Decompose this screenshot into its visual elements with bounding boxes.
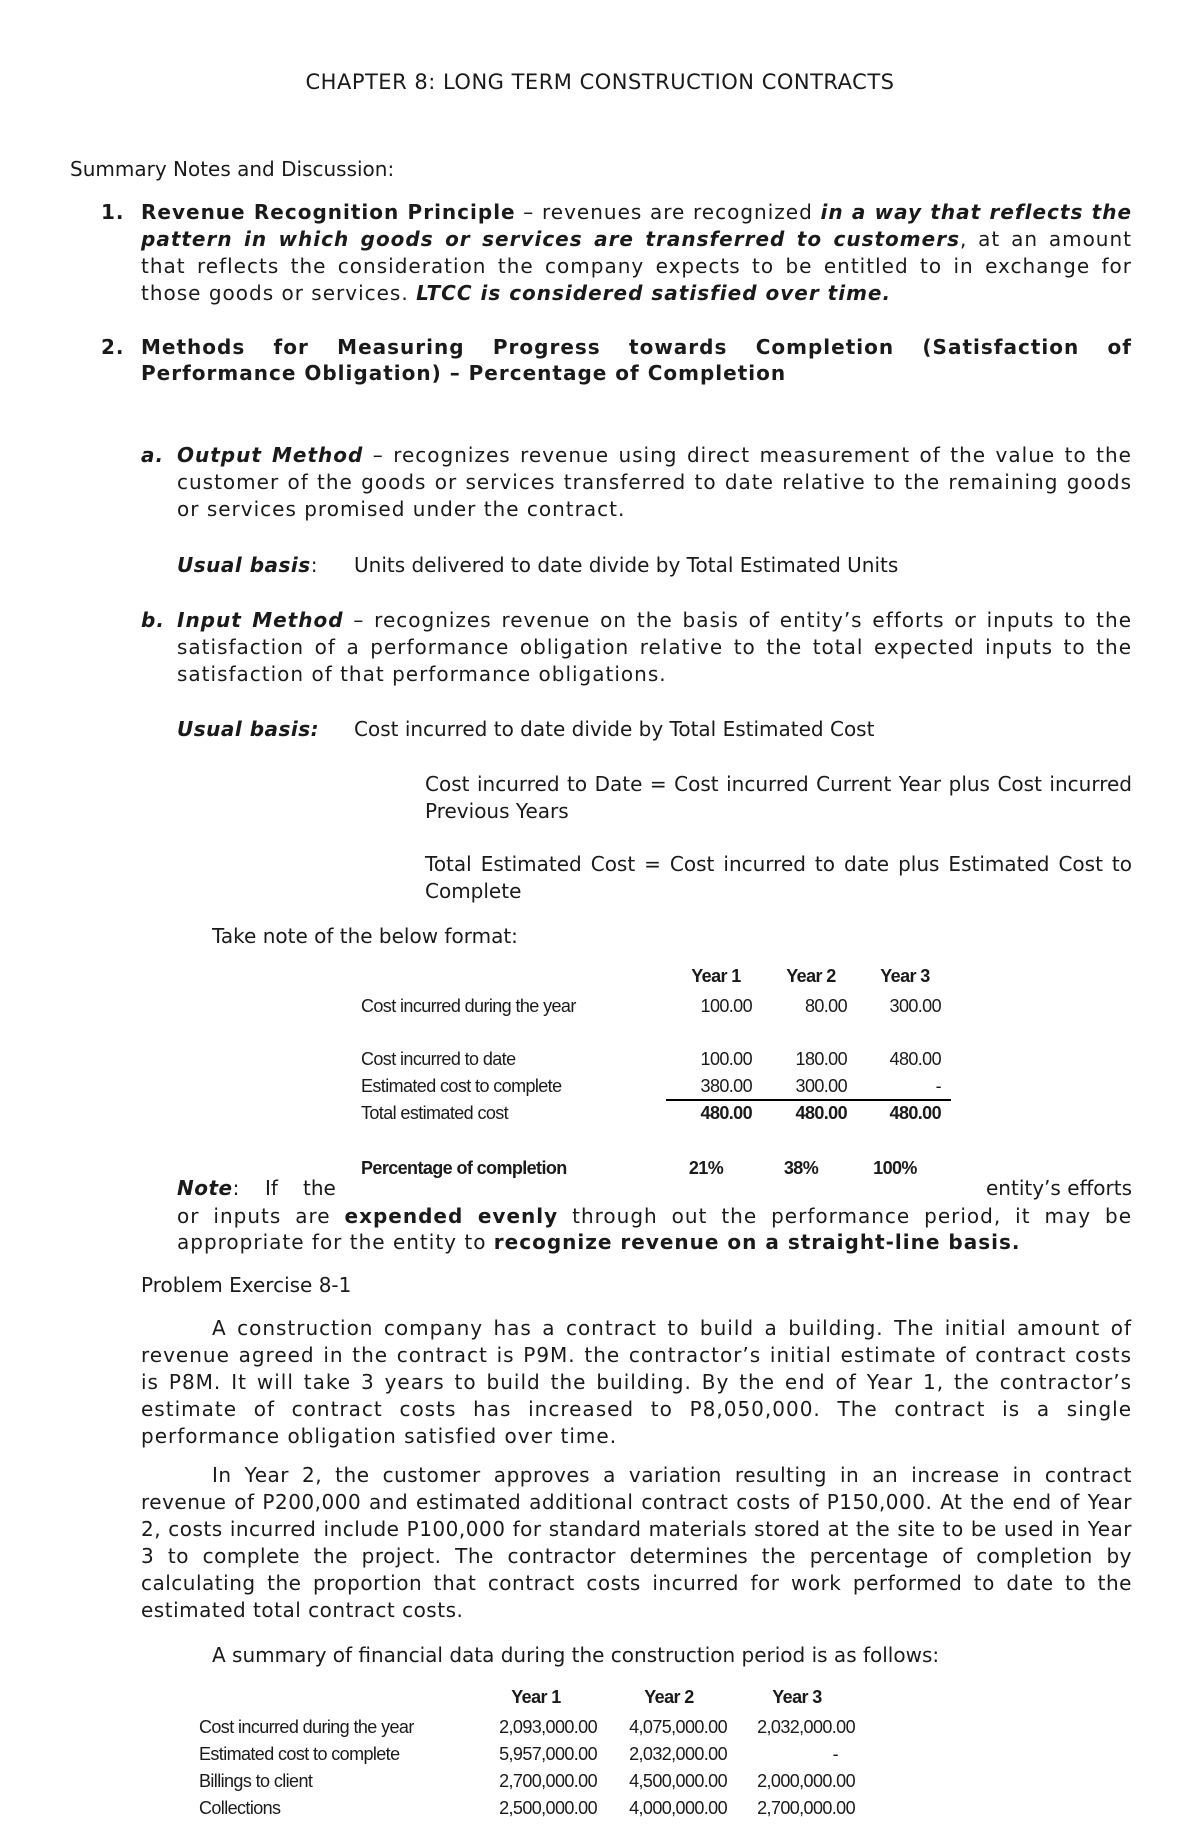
cell-value: 2,032,000.00 [757, 1717, 855, 1737]
output-basis-text: Units delivered to date divide by Total Estimated Units [354, 553, 899, 577]
format-note: Take note of the below format: [212, 924, 518, 948]
row-label: Cost incurred during the year [199, 1717, 414, 1737]
cell-value: 2,000,000.00 [757, 1771, 855, 1791]
cell-value: 4,075,000.00 [629, 1717, 727, 1737]
col-header: Year 1 [691, 966, 741, 986]
note-label: Note: [177, 1176, 240, 1200]
summary-heading: Summary Notes and Discussion: [70, 157, 395, 181]
row-label: Billings to client [199, 1771, 313, 1791]
row-label: Cost incurred to date [361, 1049, 516, 1069]
row-label: Percentage of completion [361, 1158, 567, 1178]
cell-value: 380.00 [700, 1076, 752, 1096]
revenue-recognition-item: 1. Revenue Recognition Principle – revenues are recognized in a way that reflects the pattern in which goods or services are transferred to customers, at an amount that reflects the consideration the company expects to be entitled to in exchange for those goods or services. LTCC is considered satisfied over time. [101, 200, 1133, 305]
col-header: Year 1 [511, 1687, 561, 1707]
col-header: Year 2 [644, 1687, 694, 1707]
cell-value: 80.00 [804, 996, 847, 1016]
cell-value: 300.00 [795, 1076, 847, 1096]
total-rule [666, 1099, 951, 1101]
problem-paragraph-2: In Year 2, the customer approves a variation resulting in an increase in contract revenue of P200,000 and estimated additional contract costs of P150,000. At the end of Year 2, costs incurred include P100,000 for standard materials stored at the site to be used in Year 3 to complete the project. The contractor determines the percentage of completion by calculating the proportion that contract costs incurred for work performed to date to the estimated total contract costs. [141, 1463, 1132, 1622]
item-label: Revenue Recognition Principle [141, 200, 516, 224]
cell-value: - [935, 1076, 941, 1096]
row-label: Cost incurred during the year [361, 996, 576, 1016]
item-number: 1. [101, 200, 125, 224]
row-label: Collections [199, 1798, 281, 1818]
chapter-title: CHAPTER 8: LONG TERM CONSTRUCTION CONTRACTS [305, 70, 895, 94]
cell-value: 2,032,000.00 [629, 1744, 727, 1764]
cell-value: 2,500,000.00 [499, 1798, 597, 1818]
cell-value: 480.00 [700, 1103, 752, 1123]
cell-value: 2,093,000.00 [499, 1717, 597, 1737]
methods-heading-line1: 2. Methods for Measuring Progress towards Completion (Satisfaction of [101, 335, 1132, 359]
financial-data-table [0, 1687, 1200, 1817]
row-label: Estimated cost to complete [361, 1076, 562, 1096]
problem-heading: Problem Exercise 8-1 [141, 1273, 352, 1297]
cell-value: 180.00 [795, 1049, 847, 1069]
col-header: Year 3 [880, 966, 930, 986]
note-line3: appropriate for the entity to recognize revenue on a straight-line basis. [177, 1230, 1021, 1254]
formula-cost-to-date: Cost incurred to Date = Cost incurred Current Year plus Cost incurred Previous Years [425, 772, 1132, 823]
cell-value: 2,700,000.00 [499, 1771, 597, 1791]
cell-value: 480.00 [889, 1103, 941, 1123]
problem-paragraph-3: A summary of financial data during the construction period is as follows: [212, 1643, 940, 1667]
note-if: If [265, 1176, 278, 1200]
cell-value: 2,700,000.00 [757, 1798, 855, 1818]
input-basis-text: Cost incurred to date divide by Total Estimated Cost [354, 717, 875, 741]
item-letter: b. [141, 608, 165, 632]
output-method-item: a. Output Method – recognizes revenue using direct measurement of the value to the customer of the goods or services transferred to date relative to the remaining goods or services promised under the contract. [141, 443, 1132, 521]
problem-paragraph-1: A construction company has a contract to build a building. The initial amount of revenue agreed in the contract is P9M. the contractor’s initial estimate of contract costs is P8M. It will take 3 years to build the building. By the end of Year 1, the contractor’s estimate of contract costs has increased to P8,050,000. The contract is a single performance obligation satisfied over time. [141, 1316, 1132, 1448]
input-method-label: Input Method [177, 608, 344, 632]
output-method-label: Output Method [177, 443, 364, 467]
cell-value: 5,957,000.00 [499, 1744, 597, 1764]
input-method-item: b. Input Method – recognizes revenue on the basis of entity’s efforts or inputs to the satisfaction of a performance obligation relative to the total expected inputs to the satisfaction of that performance obligations. [141, 608, 1132, 686]
methods-heading-line2: Performance Obligation) – Percentage of Completion [141, 361, 787, 385]
note-the: the [303, 1176, 336, 1200]
cell-value: 480.00 [795, 1103, 847, 1123]
input-basis-label: Usual basis: [177, 717, 320, 741]
row-label: Total estimated cost [361, 1103, 509, 1123]
col-header: Year 2 [786, 966, 836, 986]
output-basis-label: Usual basis: [177, 553, 318, 577]
cell-value: 300.00 [889, 996, 941, 1016]
format-table [0, 966, 1200, 1181]
col-header: Year 3 [772, 1687, 822, 1707]
cell-value: - [832, 1744, 838, 1764]
item-letter: a. [141, 443, 165, 467]
item-number: 2. [101, 335, 125, 359]
cell-value: 4,000,000.00 [629, 1798, 727, 1818]
cell-value: 480.00 [889, 1049, 941, 1069]
formula-total-estimated-cost: Total Estimated Cost = Cost incurred to date plus Estimated Cost to Complete [425, 852, 1132, 903]
cell-value: 100.00 [700, 1049, 752, 1069]
cell-value: 21% [688, 1158, 724, 1178]
note-line2: or inputs are expended evenly through out the performance period, it may be [177, 1204, 1133, 1228]
cell-value: 100% [873, 1158, 917, 1178]
cell-value: 38% [783, 1158, 819, 1178]
cell-value: 100.00 [700, 996, 752, 1016]
cell-value: 4,500,000.00 [629, 1771, 727, 1791]
row-label: Estimated cost to complete [199, 1744, 400, 1764]
note-entity: entity’s efforts [986, 1176, 1132, 1200]
